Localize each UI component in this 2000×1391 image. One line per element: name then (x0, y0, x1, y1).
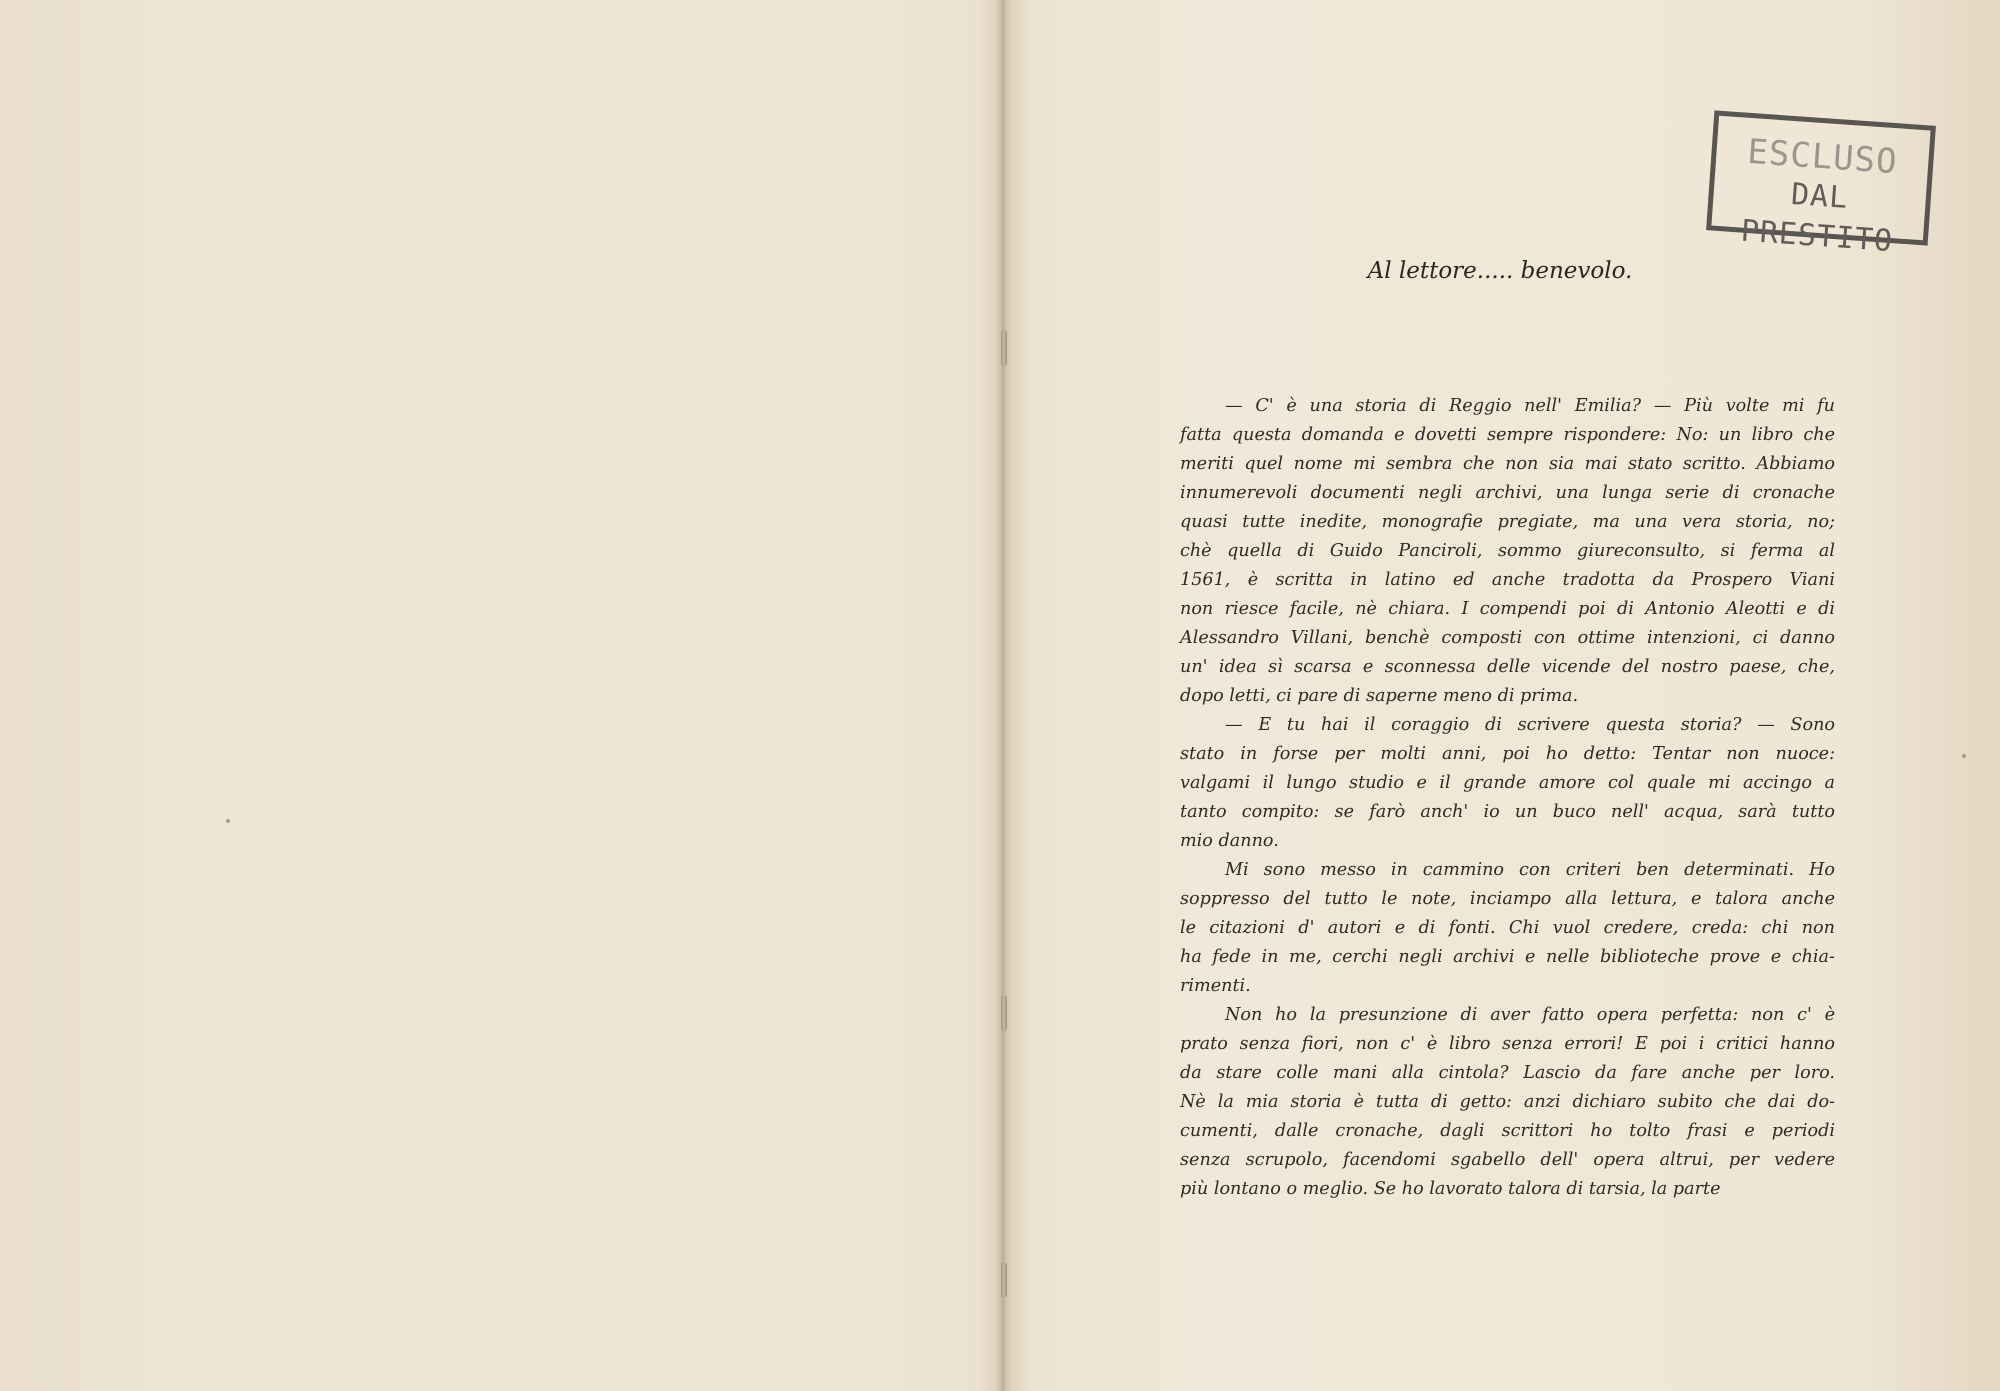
text-line: innumerevoli documenti negli archivi, una lunga serie di cronache (1180, 483, 1835, 503)
text-line: Non ho la presunzione di aver fatto opera perfetta: non c' è (1225, 1005, 1835, 1025)
stamp-line-2: DAL PRESTITO (1739, 177, 1895, 260)
text-line: più lontano o meglio. Se ho lavorato talora di tarsia, la parte (1180, 1179, 1721, 1199)
text-line: 1561, è scritta in latino ed anche tradotta da Prospero Viani (1180, 570, 1835, 590)
text-line: chè quella di Guido Panciroli, sommo giureconsulto, si ferma al (1180, 541, 1835, 561)
text-line: soppresso del tutto le note, inciampo alla lettura, e talora anche (1180, 889, 1835, 909)
text-line: non riesce facile, nè chiara. I compendi poi di Antonio Aleotti e di (1180, 599, 1835, 619)
text-line: valgami il lungo studio e il grande amore col quale mi accingo a (1180, 773, 1835, 793)
paper-speck (226, 819, 230, 823)
text-line: da stare colle mani alla cintola? Lascio da fare anche per loro. (1180, 1063, 1835, 1083)
page-heading: Al lettore..... benevolo. (1367, 258, 1633, 284)
text-line: tanto compito: se farò anch' io un buco nell' acqua, sarà tutto (1180, 802, 1835, 822)
text-line: prato senza fiori, non c' è libro senza errori! E poi i critici hanno (1180, 1034, 1835, 1054)
text-line: un' idea sì scarsa e sconnessa delle vicende del nostro paese, che, (1180, 657, 1835, 677)
text-line: Nè la mia storia è tutta di getto: anzi dichiaro subito che dai do- (1180, 1092, 1835, 1112)
text-line: cumenti, dalle cronache, dagli scrittori ho tolto frasi e periodi (1180, 1121, 1835, 1141)
text-line: — C' è una storia di Reggio nell' Emilia? — Più volte mi fu (1225, 396, 1835, 416)
text-line: mio danno. (1180, 831, 1279, 851)
text-line: Alessandro Villani, benchè composti con ottime intenzioni, ci danno (1180, 628, 1835, 648)
library-stamp (1706, 110, 1936, 260)
text-line: quasi tutte inedite, monografie pregiate, ma una vera storia, no; (1180, 512, 1835, 532)
text-line: dopo letti, ci pare di saperne meno di prima. (1180, 686, 1579, 706)
stamp-line-1: ESCLUSO (1746, 131, 1899, 183)
body-text (1180, 392, 1835, 1204)
text-line: stato in forse per molti anni, poi ho detto: Tentar non nuoce: (1180, 744, 1835, 764)
text-line: le citazioni d' autori e di fonti. Chi vuol credere, creda: chi non (1180, 918, 1835, 938)
text-line: fatta questa domanda e dovetti sempre rispondere: No: un libro che (1180, 425, 1835, 445)
text-line: senza scrupolo, facendomi sgabello dell' opera altrui, per vedere (1180, 1150, 1835, 1170)
text-line: rimenti. (1180, 976, 1251, 996)
text-line: Mi sono messo in cammino con criteri ben determinati. Ho (1225, 860, 1835, 880)
text-line: ha fede in me, cerchi negli archivi e nelle biblioteche prove e chia- (1180, 947, 1835, 967)
text-line: — E tu hai il coraggio di scrivere questa storia? — Sono (1225, 715, 1835, 735)
text-line: meriti quel nome mi sembra che non sia mai stato scritto. Abbiamo (1180, 454, 1835, 474)
